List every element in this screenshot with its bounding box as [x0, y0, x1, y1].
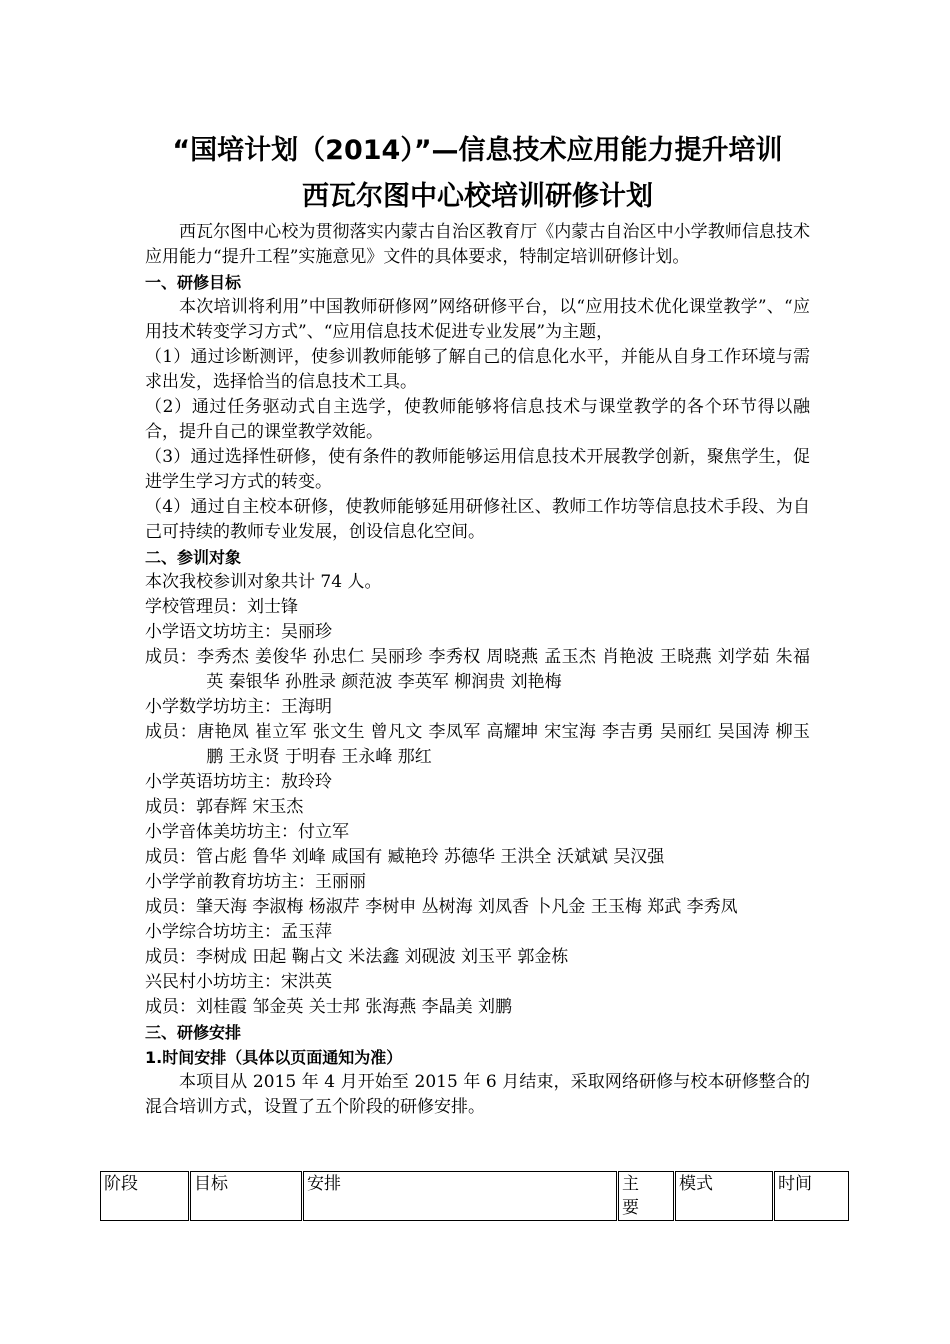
document-title: “国培计划（2014）”—信息技术应用能力提升培训	[172, 135, 783, 166]
school-admin: 学校管理员：刘士锋	[145, 597, 298, 617]
section-heading-participants: 二、参训对象	[145, 548, 242, 567]
document-body	[145, 220, 810, 1120]
group-members: 成员：郭春辉 宋玉杰	[145, 797, 304, 817]
group-leader: 小学音体美坊坊主：付立军	[145, 822, 349, 842]
group-leader: 小学英语坊坊主：敖玲玲	[145, 772, 332, 792]
schedule-paragraph: 本项目从 2015 年 4 月开始至 2015 年 6 月结束，采取网络研修与校本研修整合的混合培训方式，设置了五个阶段的研修安排。	[145, 1072, 810, 1117]
group-leader: 小学学前教育坊坊主：王丽丽	[145, 872, 366, 892]
table-header-row	[101, 1172, 849, 1221]
group-members: 成员：李树成 田起 鞠占文 米法鑫 刘砚波 刘玉平 郭金栋	[145, 947, 569, 967]
header-stage: 阶段	[101, 1172, 190, 1221]
section-heading-schedule: 三、研修安排	[145, 1023, 242, 1042]
participants-total: 本次我校参训对象共计 74 人。	[145, 572, 382, 592]
header-time: 时间	[774, 1172, 849, 1221]
section-heading-goals: 一、研修目标	[145, 273, 242, 292]
group-members: 成员：管占彪 鲁华 刘峰 咸国有 臧艳玲 苏德华 王洪全 沃斌斌 吴汉强	[145, 847, 665, 867]
group-leader: 小学综合坊坊主：孟玉萍	[145, 922, 332, 942]
intro-paragraph: 西瓦尔图中心校为贯彻落实内蒙古自治区教育厅《内蒙古自治区中小学教师信息技术应用能力“提升工程”实施意见》文件的具体要求，特制定培训研修计划。	[145, 222, 810, 267]
header-main: 主 要	[618, 1172, 675, 1221]
stage-table	[100, 1171, 849, 1221]
header-mode: 模式	[675, 1172, 774, 1221]
header-arrangement: 安排	[303, 1172, 618, 1221]
document-subtitle: 西瓦尔图中心校培训研修计划	[302, 181, 653, 212]
group-members: 成员：李秀杰 姜俊华 孙忠仁 吴丽珍 李秀权 周晓燕 孟玉杰 肖艳波 王晓燕 刘学茹 朱福英 秦银华 孙胜录 颜范波 李英军 柳润贵 刘艳梅	[145, 647, 810, 692]
goal-item: （1）通过诊断测评，使参训教师能够了解自己的信息化水平，并能从自身工作环境与需求出发，选择恰当的信息技术工具。	[145, 347, 810, 392]
goal-item: （2）通过任务驱动式自主选学，使教师能够将信息技术与课堂教学的各个环节得以融合，提升自己的课堂教学效能。	[145, 397, 810, 442]
group-leader: 小学数学坊坊主：王海明	[145, 697, 332, 717]
goals-lead-paragraph: 本次培训将利用”中国教师研修网”网络研修平台，以“应用技术优化课堂教学”、“应用技术转变学习方式”、“应用信息技术促进专业发展”为主题，	[145, 297, 810, 342]
group-leader: 小学语文坊坊主：吴丽珍	[145, 622, 332, 642]
group-members: 成员：肇天海 李淑梅 杨淑芹 李树申 丛树海 刘凤香 卜凡金 王玉梅 郑武 李秀凤	[145, 897, 738, 917]
subsection-heading-time: 1.时间安排（具体以页面通知为准）	[145, 1048, 403, 1067]
header-goal: 目标	[190, 1172, 303, 1221]
goal-item: （3）通过选择性研修，使有条件的教师能够运用信息技术开展教学创新，聚焦学生，促进学生学习方式的转变。	[145, 447, 810, 492]
group-members: 成员：刘桂霞 邹金英 关士邦 张海燕 李晶美 刘鹏	[145, 997, 513, 1017]
group-leader: 兴民村小坊坊主：宋洪英	[145, 972, 332, 992]
group-members: 成员：唐艳凤 崔立军 张文生 曾凡文 李凤军 高耀坤 宋宝海 李吉勇 吴丽红 吴国涛 柳玉鹏 王永贤 于明春 王永峰 那红	[145, 722, 810, 767]
document-page	[145, 128, 810, 1120]
goal-item: （4）通过自主校本研修，使教师能够延用研修社区、教师工作坊等信息技术手段、为自己可持续的教师专业发展，创设信息化空间。	[145, 497, 810, 542]
